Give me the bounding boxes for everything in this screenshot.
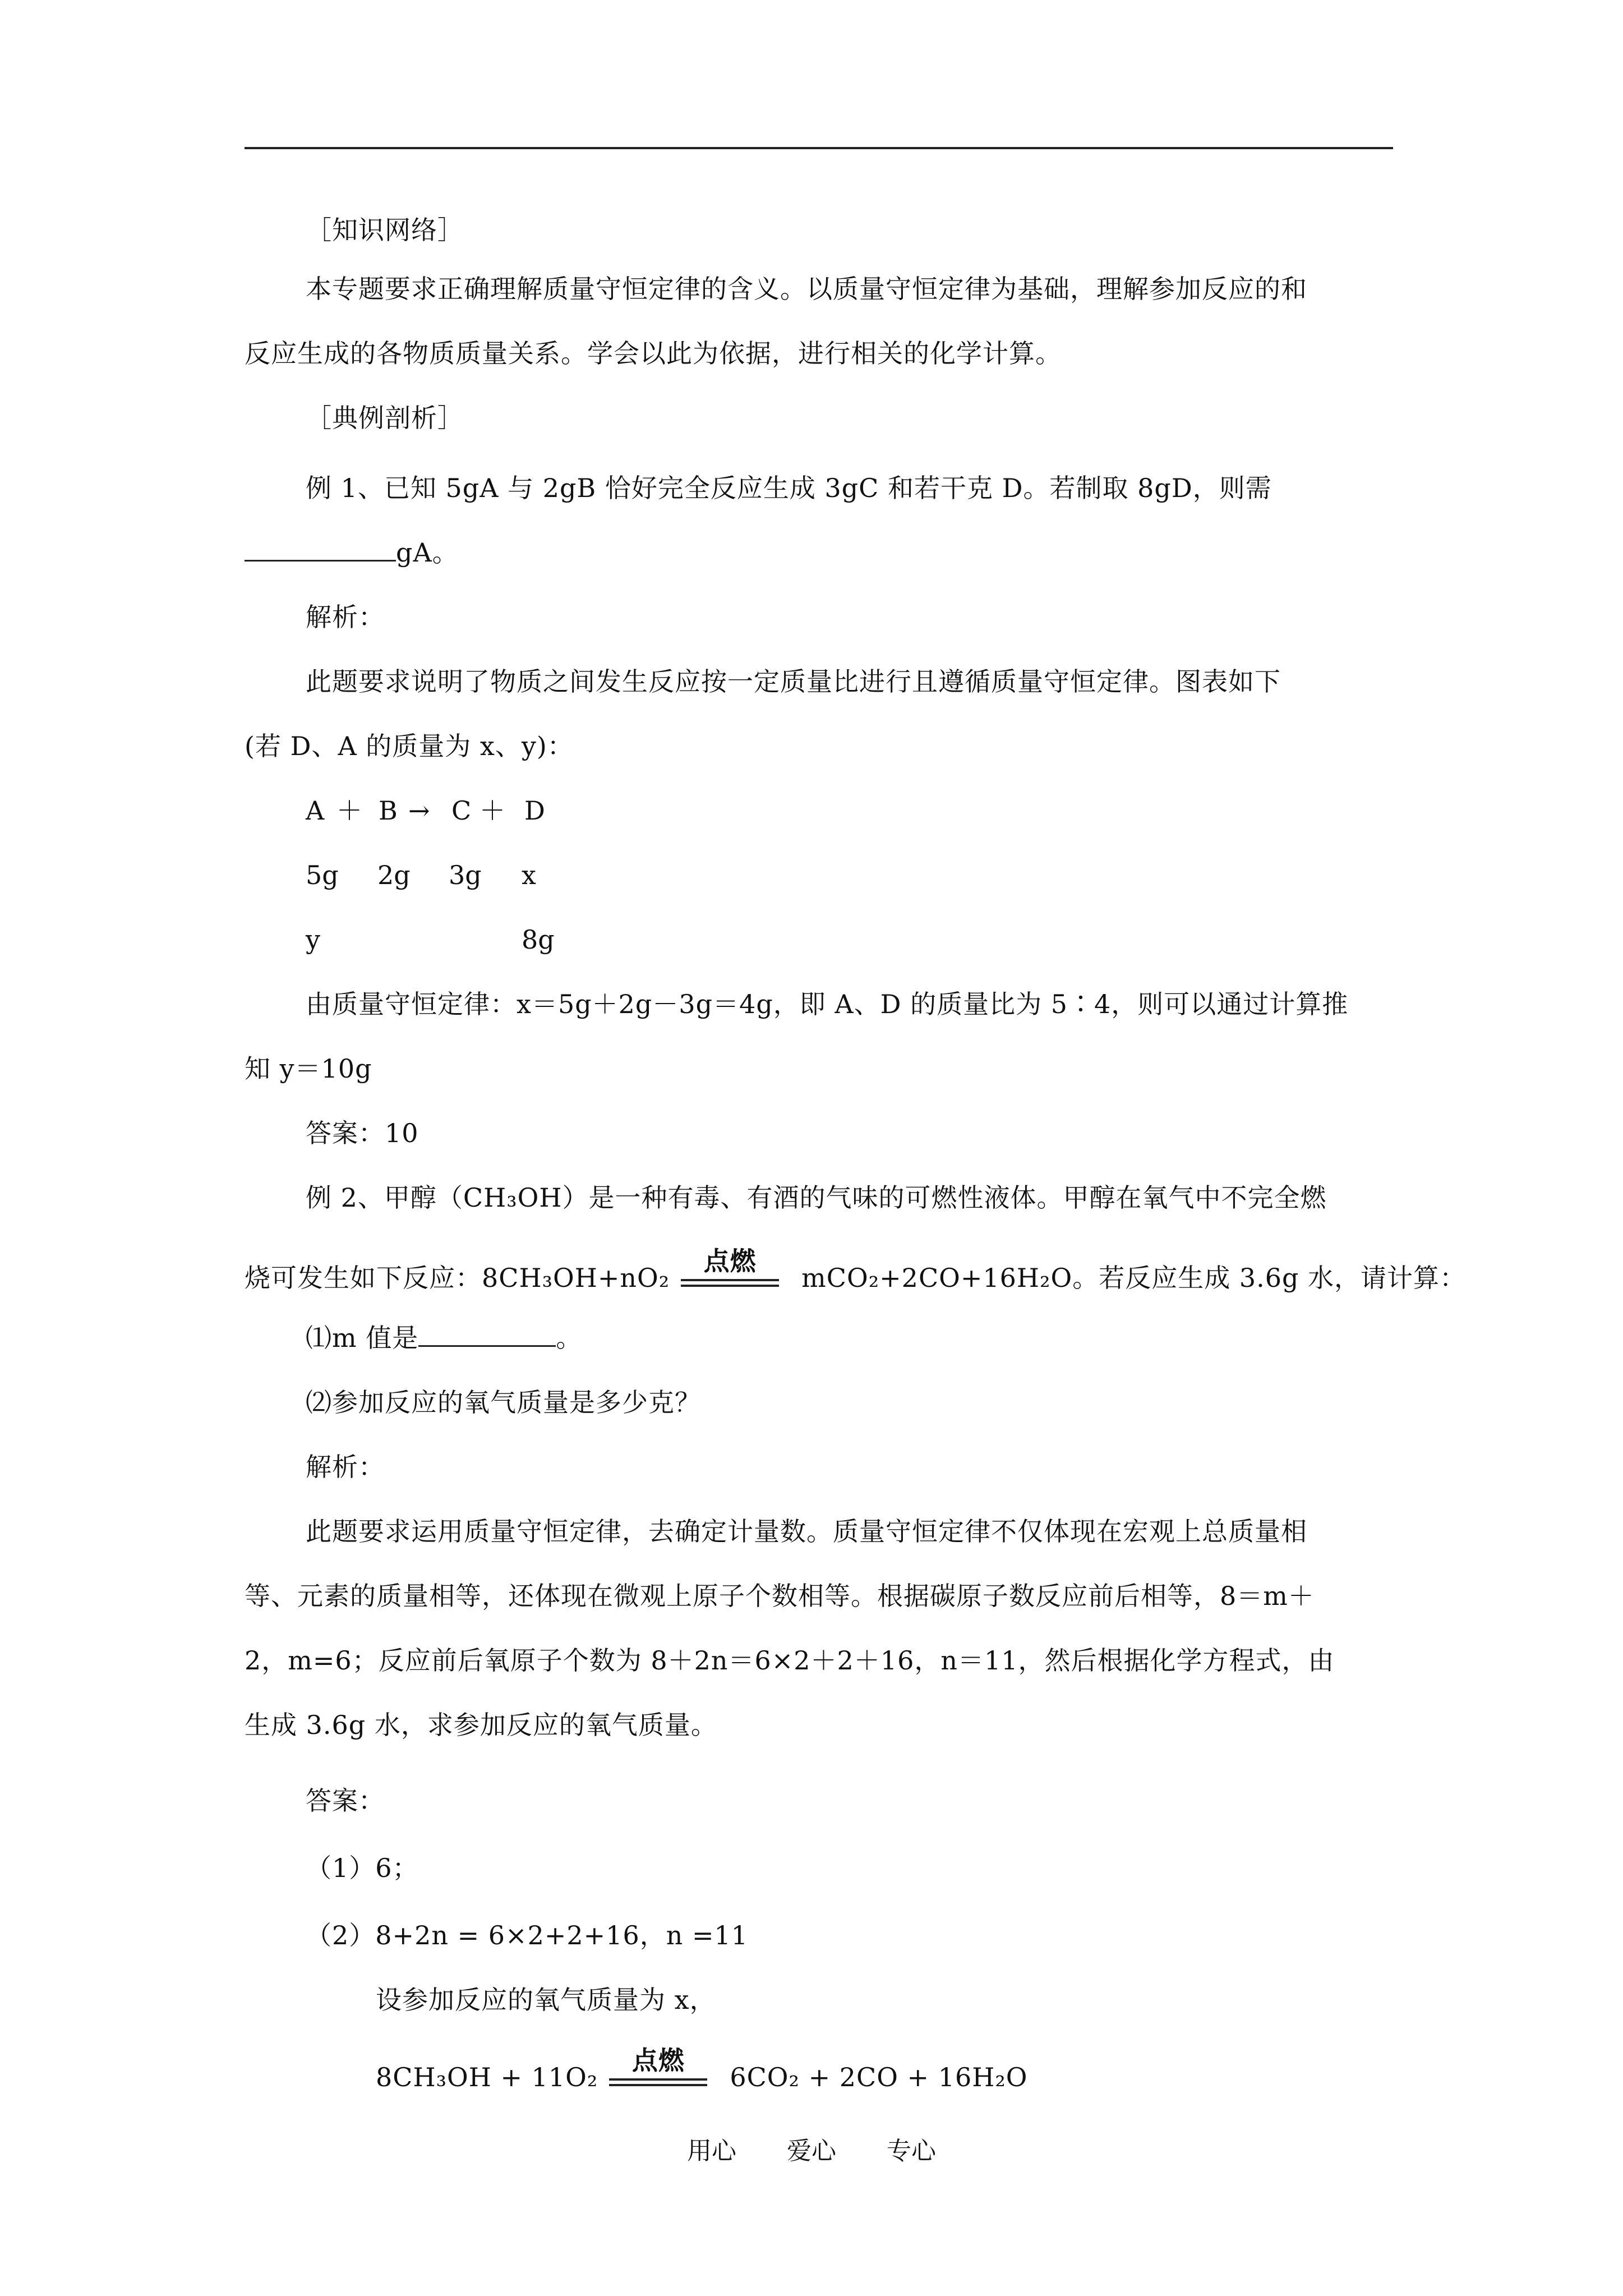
example2-equation: 8CH₃OH + 11O₂ 点燃 6CO₂ + 2CO + 16H₂O (376, 2045, 1028, 2092)
example2-analysis-line-3: 2，m=6；反应前后氧原子个数为 8＋2n＝6×2＋2＋16，n＝11，然后根据化学方程式，由 (245, 1645, 1335, 1676)
table-cell: 8g (522, 924, 555, 955)
table-cell: A (306, 795, 325, 826)
section-heading-examples: ［典例剖析］ (306, 403, 464, 433)
table-cell: x (522, 860, 536, 890)
example1-analysis-label: 解析： (306, 602, 385, 632)
table-cell: 3g (449, 860, 482, 890)
example2-analysis-line-1: 此题要求运用质量守恒定律，去确定计量数。质量守恒定律不仅体现在宏观上总质量相 (306, 1516, 1307, 1547)
example2-question-2: ⑵参加反应的氧气质量是多少克？ (306, 1387, 701, 1418)
section-heading-network: ［知识网络］ (306, 215, 464, 245)
intro-line-1: 本专题要求正确理解质量守恒定律的含义。以质量守恒定律为基础，理解参加反应的和 (306, 274, 1307, 304)
example2-answer-2: （2）8+2n = 6×2+2+16，n =11 (306, 1920, 749, 1950)
example1-answer: 答案：10 (306, 1118, 419, 1148)
example2-line-1: 例 2、甲醇（CH₃OH）是一种有毒、有酒的气味的可燃性液体。甲醇在氧气中不完全燃 (306, 1182, 1327, 1213)
example1-derivation-line-2: 知 y＝10g (245, 1053, 372, 1084)
table-cell: ＋ (336, 795, 362, 826)
ignition-condition: 点燃 (609, 2056, 707, 2090)
table-cell: 5g (306, 860, 339, 890)
footer-text: 用心 (687, 2137, 736, 2165)
ignition-condition: 点燃 (681, 1257, 779, 1290)
intro-line-2: 反应生成的各物质质量关系。学会以此为依据，进行相关的化学计算。 (245, 338, 1062, 369)
answer-blank (245, 537, 396, 562)
example2-analysis-label: 解析： (306, 1452, 385, 1482)
example2-answer-1: （1）6； (306, 1853, 419, 1883)
example1-analysis-line-2: (若 D、A 的质量为 x、y)： (245, 731, 574, 761)
example2-analysis-line-4: 生成 3.6g 水，求参加反应的氧气质量。 (245, 1710, 717, 1740)
example2-analysis-line-2: 等、元素的质量相等，还体现在微观上原子个数相等。根据碳原子数反应前后相等，8＝m＋ (245, 1581, 1315, 1611)
example1-question-end: gA。 (245, 536, 459, 569)
footer-text: 专心 (887, 2137, 936, 2165)
table-cell: C (451, 795, 472, 826)
example2-answer-label: 答案： (306, 1786, 385, 1816)
example2-question-1: ⑴m 值是 。 (306, 1323, 583, 1353)
table-cell: B (379, 795, 398, 826)
table-cell: D (524, 795, 545, 826)
example2-setup: 设参加反应的氧气质量为 x， (376, 1985, 716, 2015)
table-cell: 2g (377, 860, 411, 890)
table-cell: → (408, 795, 430, 826)
table-cell: ＋ (479, 795, 505, 826)
example1-question: 例 1、已知 5gA 与 2gB 恰好完全反应生成 3gC 和若干克 D。若制取 8gD，则需 (306, 473, 1272, 503)
example1-analysis-line-1: 此题要求说明了物质之间发生反应按一定质量比进行且遵循质量守恒定律。图表如下 (306, 666, 1281, 697)
answer-blank (418, 1323, 556, 1347)
header-rule (245, 147, 1393, 149)
example2-line-2: 烧可发生如下反应：8CH₃OH+nO₂ 点燃 mCO₂+2CO+16H₂O。若反应生成 3.6g 水，请计算： (245, 1246, 1467, 1293)
footer-text: 爱心 (787, 2137, 836, 2165)
example1-derivation-line-1: 由质量守恒定律：x＝5g＋2g－3g＝4g，即 A、D 的质量比为 5∶4，则可以通过计算推 (306, 989, 1349, 1019)
page-footer (0, 2134, 1623, 2168)
table-cell: y (306, 924, 320, 955)
